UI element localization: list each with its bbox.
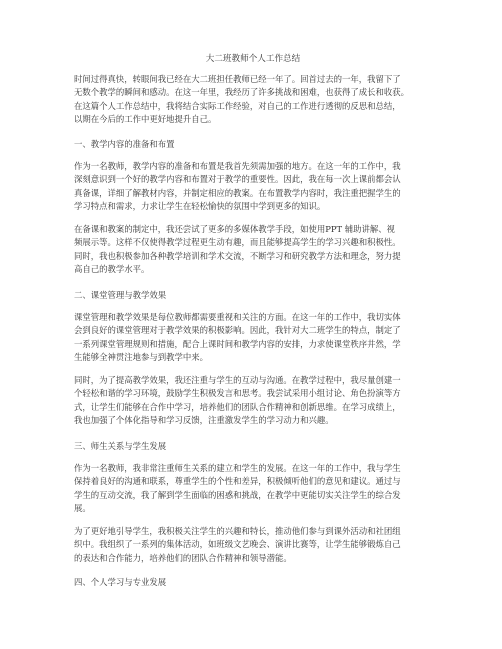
text-line: 会到良好的课堂管理对于教学效果的积极影响。因此，我针对大二班学生的特点，制定了 xyxy=(74,325,401,336)
section-heading xyxy=(74,138,432,151)
text-line: 式，让学生们能够在合作中学习，培养他们的团队合作精神和创新思维。在学习成绩上， xyxy=(74,401,401,412)
text-line: 以期在今后的工作中更好地提升自己。 xyxy=(74,114,217,125)
paragraph xyxy=(74,525,432,565)
text-line: 为了更好地引导学生，我积极关注学生的兴趣和特长，推动他们参与到课外活动和社团组 xyxy=(74,526,401,536)
text-line: 个轻松和谐的学习环境，鼓励学生积极发言和思考。我尝试采用小组讨论、角色扮演等方 xyxy=(74,388,401,399)
paragraph xyxy=(74,374,432,428)
text-line: 织中。我组织了一系列的集体活动，如班级文艺晚会、演讲比赛等，让学生能够锻炼自己 xyxy=(74,539,401,550)
document-title: 大二班教师个人工作总结 xyxy=(205,54,301,64)
text-line: 真备课，详细了解教材内容，并制定相应的教案。在布置教学内容时，我注重把握学生的 xyxy=(74,187,401,198)
section-heading-text: 一、教学内容的准备和布置 xyxy=(74,139,175,149)
text-line: 同时，为了提高教学效果，我还注重与学生的互动与沟通。在教学过程中，我尽量创建一 xyxy=(74,375,401,385)
text-line: 学习特点和需求，力求让学生在轻松愉快的氛围中学到更多的知识。 xyxy=(74,201,326,212)
text-line: 展。 xyxy=(74,503,91,514)
text-line: 我也加强了个体化指导和学习反馈，注重激发学生的学习动力和兴趣。 xyxy=(74,415,334,426)
text-line: 在这篇个人工作总结中，我将结合实际工作经验，对自己的工作进行透彻的反思和总结， xyxy=(74,100,401,111)
text-line: 的表达和合作能力，培养他们的团队合作精神和领导潜能。 xyxy=(74,552,292,563)
text-line: 作为一名教师，我非常注重师生关系的建立和学生的发展。在这一年的工作中，我与学生 xyxy=(74,463,401,473)
paragraph xyxy=(74,223,432,277)
section-heading-text: 四、个人学习与专业发展 xyxy=(74,577,167,587)
text-line: 生能够全神贯注地参与到教学中来。 xyxy=(74,352,208,363)
section-heading xyxy=(74,576,432,589)
paragraph xyxy=(74,462,432,516)
section-heading-text: 二、课堂管理与教学效果 xyxy=(74,290,167,300)
text-line: 作为一名教师，教学内容的准备和布置是我首先须需加强的地方。在这一年的工作中，我 xyxy=(74,161,401,171)
text-line: 课堂管理和教学效果是每位教师都需要重视和关注的方面。在这一年的工作中，我切实体 xyxy=(74,312,401,322)
text-line: 同时，我也积极参加各种教学培训和学术交流，不断学习和研究教学方法和理念，努力提 xyxy=(74,250,401,261)
text-line: 学生的互动交流，我了解到学生面临的困惑和挑战，在教学中更能切实关注学生的综合发 xyxy=(74,489,401,500)
text-line: 无数个教学的瞬间和感动。在这一年里，我经历了许多挑战和困难，也获得了成长和收获。 xyxy=(74,87,409,98)
text-line: 频展示等。这样不仅使得教学过程更生动有趣，而且能够提高学生的学习兴趣和积极性。 xyxy=(74,237,401,248)
section-heading xyxy=(74,440,432,453)
text-line: 一系列课堂管理规则和措施，配合上课时间和教学内容的安排，力求使课堂秩序井然，学 xyxy=(74,338,401,349)
section-heading-text: 三、师生关系与学生发展 xyxy=(74,441,167,451)
text-line: 保持着良好的沟通和联系，尊重学生的个性和差异，积极倾听他们的意见和建议。通过与 xyxy=(74,476,401,487)
text-line: 深刻意识到一个好的教学内容和布置对于教学的重要性。因此，我在每一次上课前都会认 xyxy=(74,174,401,185)
section-heading xyxy=(74,289,432,302)
paragraph xyxy=(74,160,432,214)
text-line: 高自己的教学水平。 xyxy=(74,264,150,275)
intro-paragraph xyxy=(74,73,432,127)
paragraph xyxy=(74,311,432,365)
text-line: 时间过得真快，转眼间我已经在大二班担任教师已经一年了。回首过去的一年，我留下了 xyxy=(74,74,401,84)
text-line: 在备课和教案的制定中，我还尝试了更多的多媒体教学手段，如使用PPT 辅助讲解、视 xyxy=(74,224,396,234)
